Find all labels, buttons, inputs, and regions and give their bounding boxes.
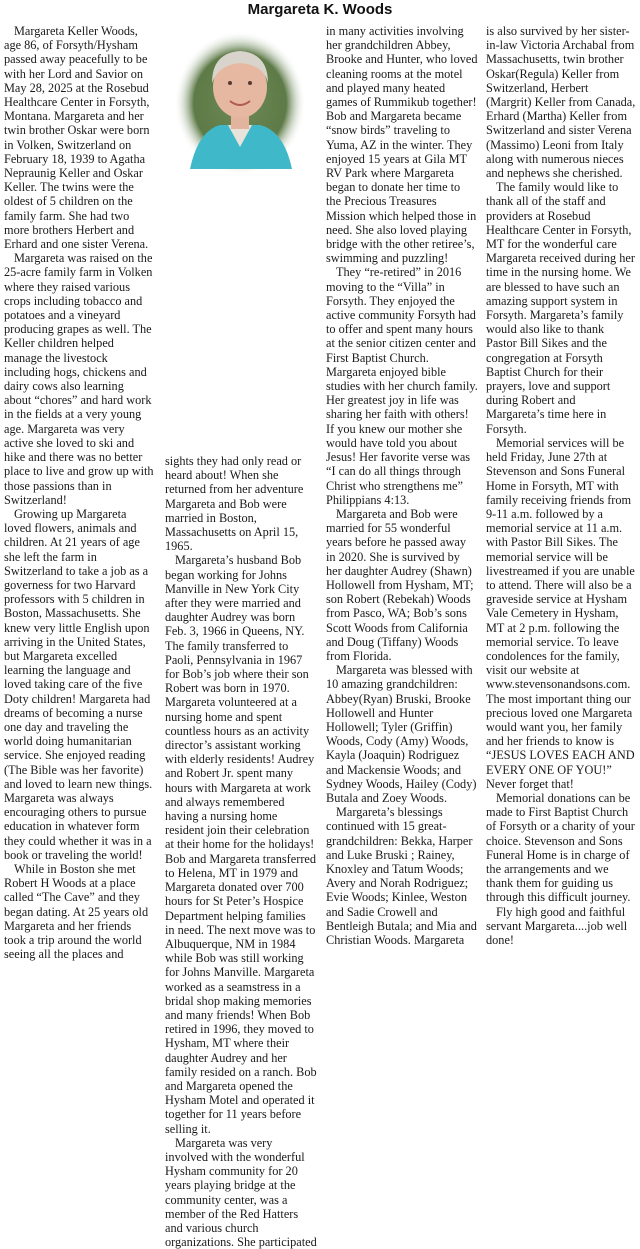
paragraph: While in Boston she met Robert H Woods at a place called “The Cave” and they began dating. At 25 years old Margareta and her friends took a trip around the world seeing all the places and (4, 861, 149, 962)
paragraph: in many activities involving her grandchildren Abbey, Brooke and Hunter, who loved cleaning rooms at the motel and played many heated games of Rummikub together! Bob and Margareta became “snow birds” traveling to Yuma, AZ in the winter. They enjoyed 15 years at Gila MT RV Park where Margareta began to donate her time to the Precious Treasures Mission which helped those in need. She also loved playing bridge with the other retiree’s, swimming and puzzling! (326, 24, 478, 266)
paragraph: The family would like to thank all of the staff and providers at Rosebud Healthcare Center in Forsyth, MT for the wonderful care Margareta received during her time in the nursing home. We are blessed to have such an amazing support system in Forsyth. Margareta’s family would also like to thank Pastor Bill Sikes and the congregation at Forsyth Baptist Church for their prayers, love and support during Robert and Margareta’s time here in Forsyth. (486, 180, 635, 436)
paragraph: Margareta and Bob were married for 55 wonderful years before he passed away in 2020. She is survived by her daughter Audrey (Shawn) Hollowell from Hysham, MT; son Robert (Rebekah) Woods from Pasco, WA; Bob’s sons Scott Woods from California and Doug (Tiffany) Woods from Florida. (326, 506, 474, 663)
portrait-photo (168, 29, 313, 447)
paragraph: Memorial donations can be made to First Baptist Church of Forsyth or a charity of your choice. Stevenson and Sons Funeral Home is in charge of the arrangements and we thank them for guiding us through this difficult journey. (486, 790, 635, 905)
column-1 (4, 24, 154, 961)
paragraph: Margareta was raised on the 25-acre family farm in Volken where they raised various crops including tobacco and potatoes and a vineyard producing grapes as well. The Keller children helped manage the livestock including hogs, chickens and dairy cows also learning about “chores” and hard work in the fields at a very young age. Margareta was very active she loved to ski and hike and there was no better place to live and grow up with those passions than in Switzerland! (4, 251, 154, 507)
paragraph: Growing up Margareta loved flowers, animals and children. At 21 years of age she left the farm in Switzerland to take a job as a governess for two Harvard professors with 5 children in Boston, Massachusetts. She knew very little English upon arriving in the United States, but Margareta excelled learning the language and loved taking care of the five Doty children! Margareta had dreams of becoming a nurse one day and traveling the world doing humanitarian service. She enjoyed reading (The Bible was her favorite) and loved to learn new things. Margareta was always encouraging others to pursue education in whatever form they could whether it was in a book or traveling the world! (4, 506, 153, 862)
paragraph: Margareta Keller Woods, age 86, of Forsyth/Hysham passed away peacefully to be with her Lord and Savior on May 28, 2025 at the Rosebud Healthcare Center in Forsyth, Montana. Margareta and her twin brother Oskar were born in Volken, Switzerland on February 18, 1939 to Agatha Nepraunig Keller and Oskar Keller. The twins were the oldest of 5 children on the family farm. She had two more brothers Herbert and Erhard and one sister Verena. (4, 24, 150, 252)
column-3 (326, 24, 478, 947)
paragraph: Margareta’s husband Bob began working for Johns Manville in New York City after they were married and daughter Audrey was born Feb. 3, 1966 in Queens, NY. The family transferred to Paoli, Pennsylvania in 1967 for Bob’s job where their son Robert was born in 1970. Margareta volunteered at a nursing home and spent countless hours as an activity director’s assistant working with elderly residents! Audrey and Robert Jr. spent many hours with Margareta at work and always remembered having a nursing home resident join their celebration at their home for the holidays! Bob and Margareta transferred to Helena, MT in 1979 and Margareta donated over 700 hours for St Peter’s Hospice Department helping families in need. The next move was to Albuquerque, NM in 1984 while Bob was still working for Johns Manville. Margareta worked as a seamstress in a bridal shop making memories and many friends! When Bob retired in 1996, they moved to Hysham, MT where their daughter Audrey and her family resided on a ranch. Bob and Margareta opened the Hysham Motel and operated it together for 11 years before selling it. (165, 553, 317, 1136)
paragraph: Memorial services will be held Friday, June 27th at Stevenson and Sons Funeral Home in Forsyth, MT with family receiving friends from 9-11 a.m. followed by a memorial service at 11 a.m. with Pastor Bill Sikes. The memorial service will be livestreamed if you are unable to attend. There will also be a graveside service at Hysham Vale Cemetery in Hysham, MT at 2 p.m. following the memorial service. To leave condolences for the family, visit our website at www.stevensonandsons.com. The most important thing our precious loved one Margareta would want you, her family and her friends to know is “JESUS LOVES EACH AND EVERY ONE OF YOU!” Never forget that! (486, 435, 635, 791)
paragraph: Fly high good and faithful servant Margareta....job well done! (486, 904, 628, 947)
paragraph: is also survived by her sister-in-law Victoria Archabal from Massachusetts, twin brother Oskar(Regula) Keller from Switzerland, Herbert (Margrit) Keller from Canada, Erhard (Martha) Keller from Switzerland and sister Verena (Massimo) Leoni from Italy along with numerous nieces and nephews she cherished. (486, 24, 636, 181)
obituary-title: Margareta K. Woods (247, 1, 393, 18)
column-2 (165, 454, 318, 1249)
paragraph: Margareta’s blessings continued with 15 great-grandchildren: Bekka, Harper and Luke Bruski ; Rainey, Knoxley and Tatum Woods; Avery and Norah Rodriguez; Evie Woods; Kinlee, Weston and Sadie Crowell and Bentleigh Butala; and Mia and Christian Woods. Margareta (326, 805, 477, 947)
portrait-photo-icon (168, 29, 313, 447)
column-4 (486, 24, 636, 947)
paragraph: They “re-retired” in 2016 moving to the “Villa” in Forsyth. They enjoyed the active community Forsyth had to offer and spent many hours at the senior citizen center and First Baptist Church. Margareta enjoyed bible studies with her church family. Her greatest joy in life was sharing her faith with others! If you knew our mother she would have told you about Jesus! Her favorite verse was “I can do all things through Christ who strengthens me” Philippians 4:13. (326, 265, 478, 507)
paragraph: sights they had only read or heard about! When she returned from her adventure Margareta and Bob were married in Boston, Massachusetts on April 15, 1965. (165, 454, 304, 554)
paragraph: Margareta was blessed with 10 amazing grandchildren: Abbey(Ryan) Bruski, Brooke Hollowell and Hunter Hollowell; Tyler (Griffin) Woods, Cody (Amy) Woods, Kayla (Joaquin) Rodriguez and Mackensie Woods; and Sydney Woods, Hailey (Cody) Butala and Zoey Woods. (326, 663, 477, 805)
paragraph: Margareta was very involved with the wonderful Hysham community for 20 years playing bridge at the community center, was a member of the Red Hatters and various church organizations. She participated (165, 1135, 317, 1249)
